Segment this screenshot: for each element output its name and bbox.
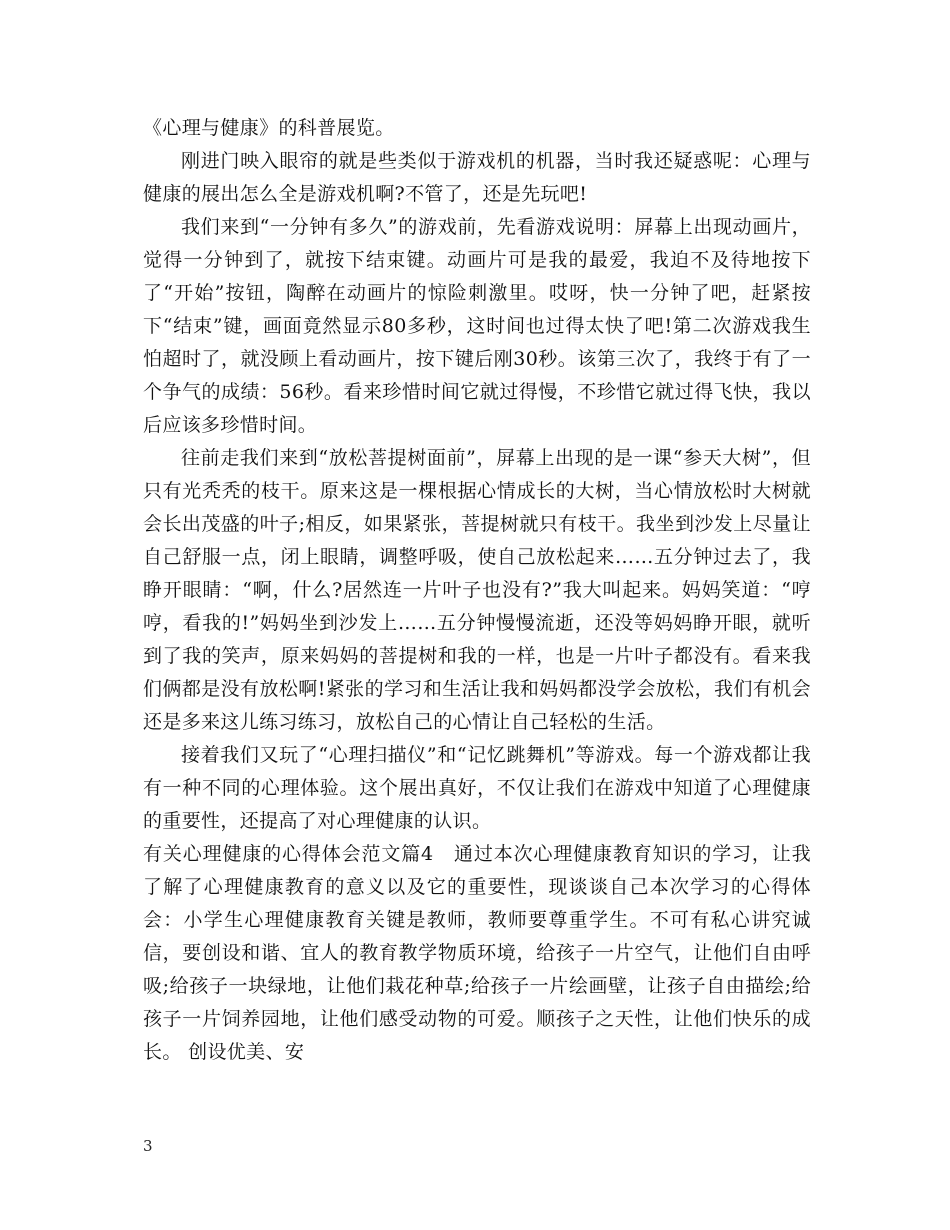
section-heading: 有关心理健康的心得体会范文篇4 bbox=[143, 843, 434, 865]
paragraph-5: 接着我们又玩了“心理扫描仪”和“记忆跳舞机”等游戏。每一个游戏都让我有一种不同的心理体验。这个展出真好，不仅让我们在游戏中知道了心理健康的重要性，还提高了对心理健康的认识。 bbox=[143, 744, 811, 832]
paragraph-4: 往前走我们来到“放松菩提树面前”，屏幕上出现的是一课“参天大树”，但只有光秃秃的枝干。原来这是一棵根据心情成长的大树，当心情放松时大树就会长出茂盛的叶子;相反，如果紧张，菩提树就只有枝干。我坐到沙发上尽量让自己舒服一点，闭上眼睛，调整呼吸，使自己放松起来……五分钟过去了，我睁开眼睛：“啊，什么?居然连一片叶子也没有?”我大叫起来。妈妈笑道：“哼哼，看我的!”妈妈坐到沙发上……五分钟慢慢流逝，还没等妈妈睁开眼，就听到了我的笑声，原来妈妈的菩提树和我的一样，也是一片叶子都没有。看来我们俩都是没有放松啊!紧张的学习和生活让我和妈妈都没学会放松，我们有机会还是多来这儿练习练习，放松自己的心情让自己轻松的生活。 bbox=[143, 447, 811, 733]
paragraph-1: 《心理与健康》的科普展览。 bbox=[143, 117, 395, 139]
page-number: 3 bbox=[143, 1137, 153, 1155]
paragraph-3: 我们来到“一分钟有多久”的游戏前，先看游戏说明：屏幕上出现动画片，觉得一分钟到了，就按下结束键。动画片可是我的最爱，我迫不及待地按下了“开始”按钮，陶醉在动画片的惊险刺激里。哎呀，快一分钟了吧，赶紧按下“结束”键，画面竟然显示80多秒，这时间也过得太快了吧!第二次游戏我生怕超时了，就没顾上看动画片，按下键后刚30秒。该第三次了，我终于有了一个争气的成绩：56秒。看来珍惜时间它就过得慢，不珍惜它就过得飞快，我以后应该多珍惜时间。 bbox=[143, 216, 811, 436]
paragraph-2: 刚进门映入眼帘的就是些类似于游戏机的机器，当时我还疑惑呢：心理与健康的展出怎么全是游戏机啊?不管了，还是先玩吧! bbox=[143, 150, 811, 205]
section-body-text: 通过本次心理健康教育知识的学习，让我了解了心理健康教育的意义以及它的重要性，现谈谈自己本次学习的心得体会：小学生心理健康教育关键是教师，教师要尊重学生。不可有私心讲究诚信，要创设和谐、宜人的教育教学物质环境，给孩子一片空气，让他们自由呼吸;给孩子一块绿地，让他们栽花种草;给孩子一片绘画壁，让孩子自由描绘;给孩子一片饲养园地，让他们感受动物的可爱。顺孩子之天性，让他们快乐的成长。 创设优美、安 bbox=[143, 843, 811, 1063]
document-body bbox=[143, 112, 811, 1069]
section-paragraph bbox=[143, 838, 811, 1069]
